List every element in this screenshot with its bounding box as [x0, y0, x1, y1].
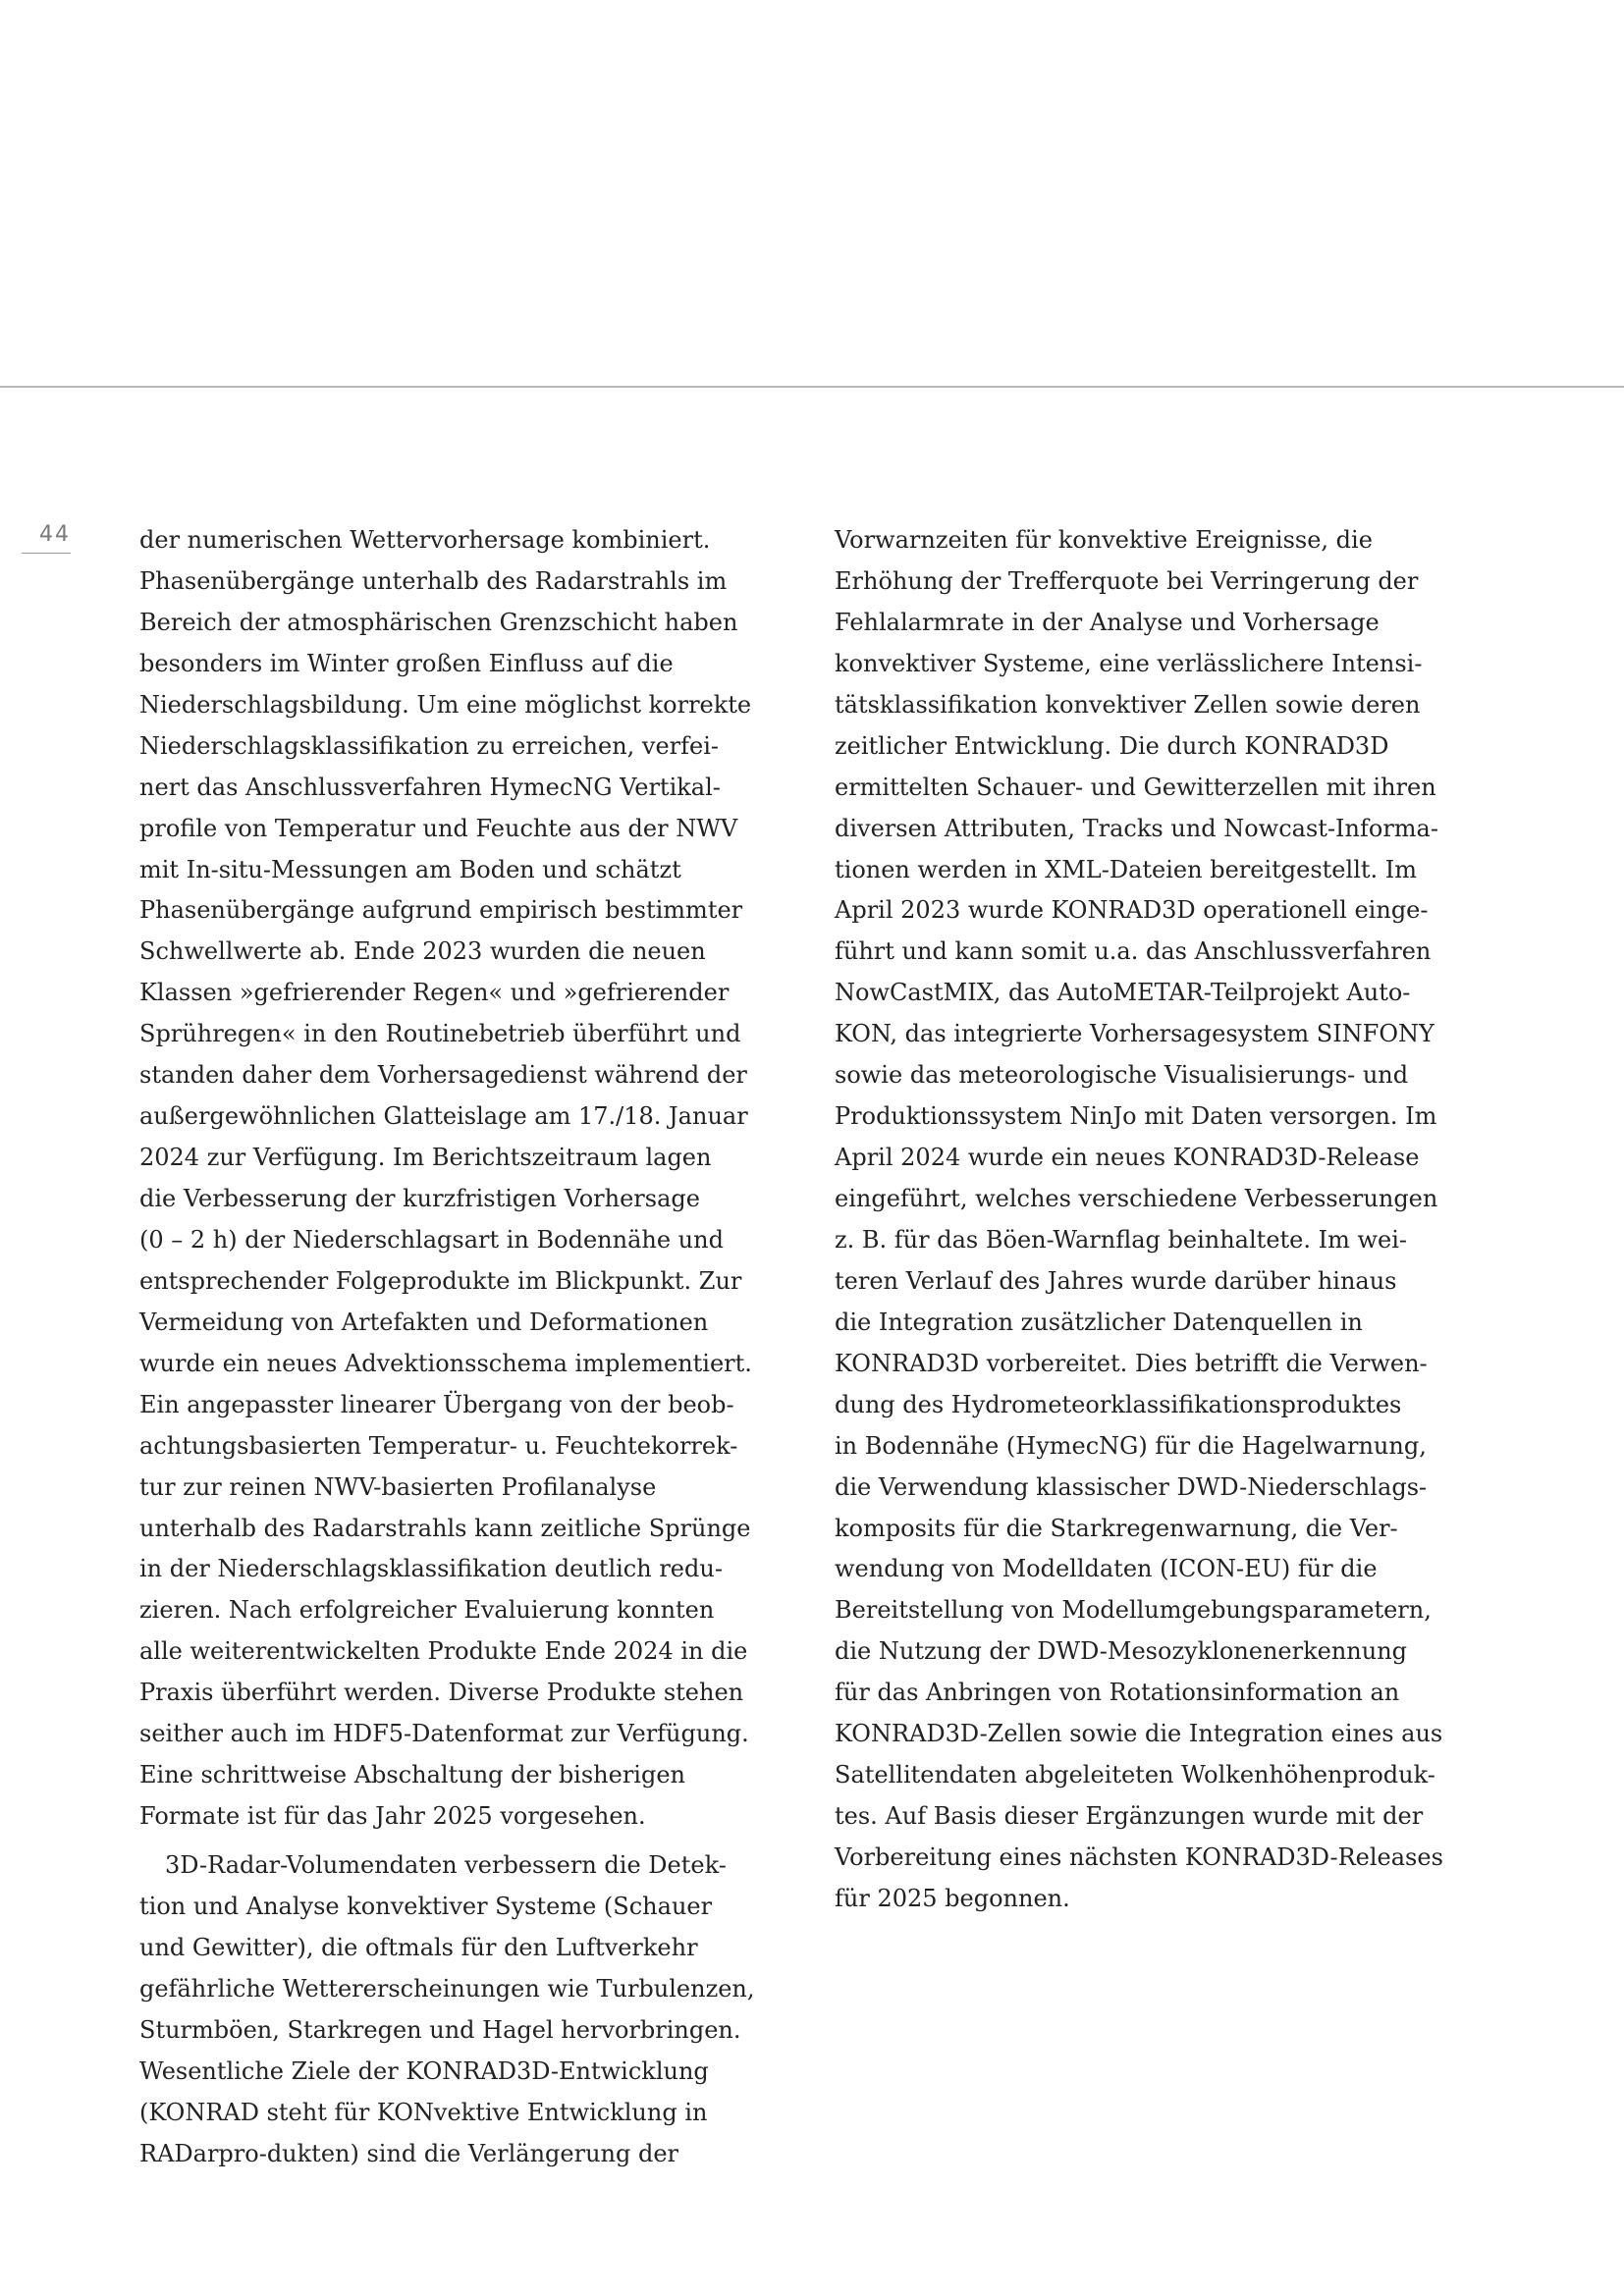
paragraph-2 — [139, 1845, 807, 2175]
text-line: die Integration zusätzlicher Datenquellen in — [835, 1308, 1363, 1336]
text-line: diversen Attributen, Tracks und Nowcast-Informa- — [835, 814, 1438, 842]
text-line: konvektiver Systeme, eine verlässlichere Intensi- — [835, 649, 1423, 677]
text-line: wendung von Modelldaten (ICON-EU) für die — [835, 1555, 1378, 1583]
text-line: Klassen »gefrierender Regen« und »gefrierender — [139, 979, 730, 1007]
text-line: in Bodennähe (HymecNG) für die Hagelwarnung, — [835, 1431, 1427, 1460]
text-line: der numerischen Wettervorhersage kombiniert. — [139, 526, 711, 554]
text-line: Vorwarnzeiten für konvektive Ereignisse, die — [835, 526, 1373, 554]
text-line: alle weiterentwickelten Produkte Ende 2024 in die — [139, 1637, 748, 1666]
text-line: (KONRAD steht für KONvektive Entwicklung in — [139, 2098, 708, 2126]
text-line: (0 – 2 h) der Niederschlagsart in Bodennähe und — [139, 1225, 724, 1254]
text-line: NowCastMIX, das AutoMETAR-Teilprojekt Auto- — [835, 979, 1411, 1007]
text-line: sowie das meteorologische Visualisierungs- und — [835, 1061, 1409, 1090]
text-line: eingeführt, welches verschiedene Verbesserungen — [835, 1185, 1438, 1212]
text-line: Sprühregen« in den Routinebetrieb überführt und — [139, 1020, 741, 1048]
text-line: außergewöhnlichen Glatteislage am 17./18. Januar — [139, 1102, 748, 1131]
text-line: wurde ein neues Advektionsschema implementiert. — [139, 1349, 752, 1377]
text-line: tätsklassifikation konvektiver Zellen sowie deren — [835, 690, 1421, 719]
text-line: Sturmböen, Starkregen und Hagel hervorbringen. — [139, 2015, 741, 2044]
text-line: tur zur reinen NWV-basierten Profilanalyse — [139, 1472, 657, 1501]
text-line: in der Niederschlagsklassifikation deutlich redu- — [139, 1555, 723, 1583]
text-line: KONRAD3D-Zellen sowie die Integration eines aus — [835, 1720, 1443, 1748]
text-line: 3D-Radar-Volumendaten verbessern die Detek- — [165, 1851, 727, 1879]
text-line: April 2024 wurde ein neues KONRAD3D-Release — [835, 1144, 1420, 1172]
text-line: tion und Analyse konvektiver Systeme (Schauer — [139, 1892, 713, 1920]
text-line: Produktionssystem NinJo mit Daten versorgen. Im — [835, 1102, 1437, 1131]
text-line: Phasenübergänge aufgrund empirisch bestimmter — [139, 896, 743, 925]
text-line: 2024 zur Verfügung. Im Berichtszeitraum lagen — [139, 1144, 712, 1172]
text-line: Vorbereitung eines nächsten KONRAD3D-Releases — [835, 1843, 1443, 1871]
text-line: Praxis überführt werden. Diverse Produkte stehen — [139, 1679, 744, 1707]
text-line: die Verwendung klassischer DWD-Niederschlags- — [835, 1472, 1428, 1501]
right-column — [835, 520, 1502, 1920]
text-line: Niederschlagsklassifikation zu erreichen, verfei- — [139, 731, 720, 760]
text-line: achtungsbasierten Temperatur- u. Feuchtekorrek- — [139, 1431, 738, 1460]
text-line: KONRAD3D vorbereitet. Dies betrifft die Verwen- — [835, 1349, 1428, 1377]
text-line: für 2025 begonnen. — [835, 1884, 1070, 1912]
text-line: Ein angepasster linearer Übergang von der beob- — [139, 1390, 734, 1418]
text-line: standen daher dem Vorhersagedienst während der — [139, 1061, 747, 1090]
text-line: profile von Temperatur und Feuchte aus der NWV — [139, 814, 738, 842]
text-line: Bereich der atmosphärischen Grenzschicht haben — [139, 608, 738, 636]
text-line: gefährliche Wettererscheinungen wie Turbulenzen, — [139, 1974, 755, 2002]
text-line: entsprechender Folgeprodukte im Blickpunkt. Zur — [139, 1266, 742, 1295]
text-line: besonders im Winter großen Einfluss auf die — [139, 649, 674, 677]
text-line: Schwellwerte ab. Ende 2023 wurden die neuen — [139, 937, 706, 966]
text-line: die Nutzung der DWD-Mesozyklonenerkennung — [835, 1637, 1408, 1666]
text-line: unterhalb des Radarstrahls kann zeitliche Sprünge — [139, 1514, 751, 1542]
text-line: Bereitstellung von Modellumgebungsparametern, — [835, 1596, 1432, 1625]
text-line: seither auch im HDF5-Datenformat zur Verfügung. — [139, 1720, 749, 1748]
text-line: Vermeidung von Artefakten und Deformationen — [139, 1308, 709, 1336]
text-line: tionen werden in XML-Dateien bereitgestellt. Im — [835, 855, 1418, 883]
text-line: Satellitendaten abgeleiteten Wolkenhöhenproduk- — [835, 1761, 1435, 1789]
text-line: mit In-situ-Messungen am Boden und schätzt — [139, 855, 681, 883]
paragraph-gap — [139, 1838, 807, 1845]
text-line: komposits für die Starkregenwarnung, die Ver- — [835, 1514, 1398, 1542]
text-line: z. B. für das Böen-Warnflag beinhaltete. Im wei- — [835, 1225, 1408, 1254]
text-line: Formate ist für das Jahr 2025 vorgesehen. — [139, 1802, 646, 1831]
text-line: dung des Hydrometeorklassifikationsproduktes — [835, 1390, 1402, 1418]
text-line: Erhöhung der Trefferquote bei Verringerung der — [835, 566, 1419, 595]
page-number: 44 — [22, 520, 71, 554]
text-line: RADarpro-dukten) sind die Verlängerung der — [139, 2139, 679, 2167]
text-line: die Verbesserung der kurzfristigen Vorhersage — [139, 1185, 700, 1212]
text-line: tes. Auf Basis dieser Ergänzungen wurde mit der — [835, 1802, 1424, 1831]
text-line: KON, das integrierte Vorhersagesystem SINFONY — [835, 1020, 1435, 1048]
text-line: ermittelten Schauer- und Gewitterzellen mit ihren — [835, 773, 1436, 801]
text-line: nert das Anschlussverfahren HymecNG Vertikal- — [139, 773, 721, 801]
text-line: Phasenübergänge unterhalb des Radarstrahls im — [139, 566, 728, 595]
header-divider — [0, 386, 1624, 388]
text-line: führt und kann somit u.a. das Anschlussverfahren — [835, 937, 1432, 966]
text-line: Fehlalarmrate in der Analyse und Vorhersage — [835, 608, 1380, 636]
text-line: Wesentliche Ziele der KONRAD3D-Entwicklung — [139, 2056, 709, 2085]
text-line: teren Verlauf des Jahres wurde darüber hinaus — [835, 1266, 1397, 1295]
paragraph-3 — [835, 520, 1502, 1920]
text-line: und Gewitter), die oftmals für den Luftverkehr — [139, 1933, 698, 1961]
text-line: Eine schrittweise Abschaltung der bisherigen — [139, 1761, 686, 1789]
left-column — [139, 520, 807, 2175]
text-line: Niederschlagsbildung. Um eine möglichst korrekte — [139, 690, 752, 719]
text-line: für das Anbringen von Rotationsinformation an — [835, 1679, 1400, 1707]
paragraph-1 — [139, 520, 807, 1838]
text-line: zeitlicher Entwicklung. Die durch KONRAD3D — [835, 731, 1389, 760]
text-line: zieren. Nach erfolgreicher Evaluierung konnten — [139, 1596, 715, 1625]
text-line: April 2023 wurde KONRAD3D operationell einge- — [835, 896, 1429, 925]
